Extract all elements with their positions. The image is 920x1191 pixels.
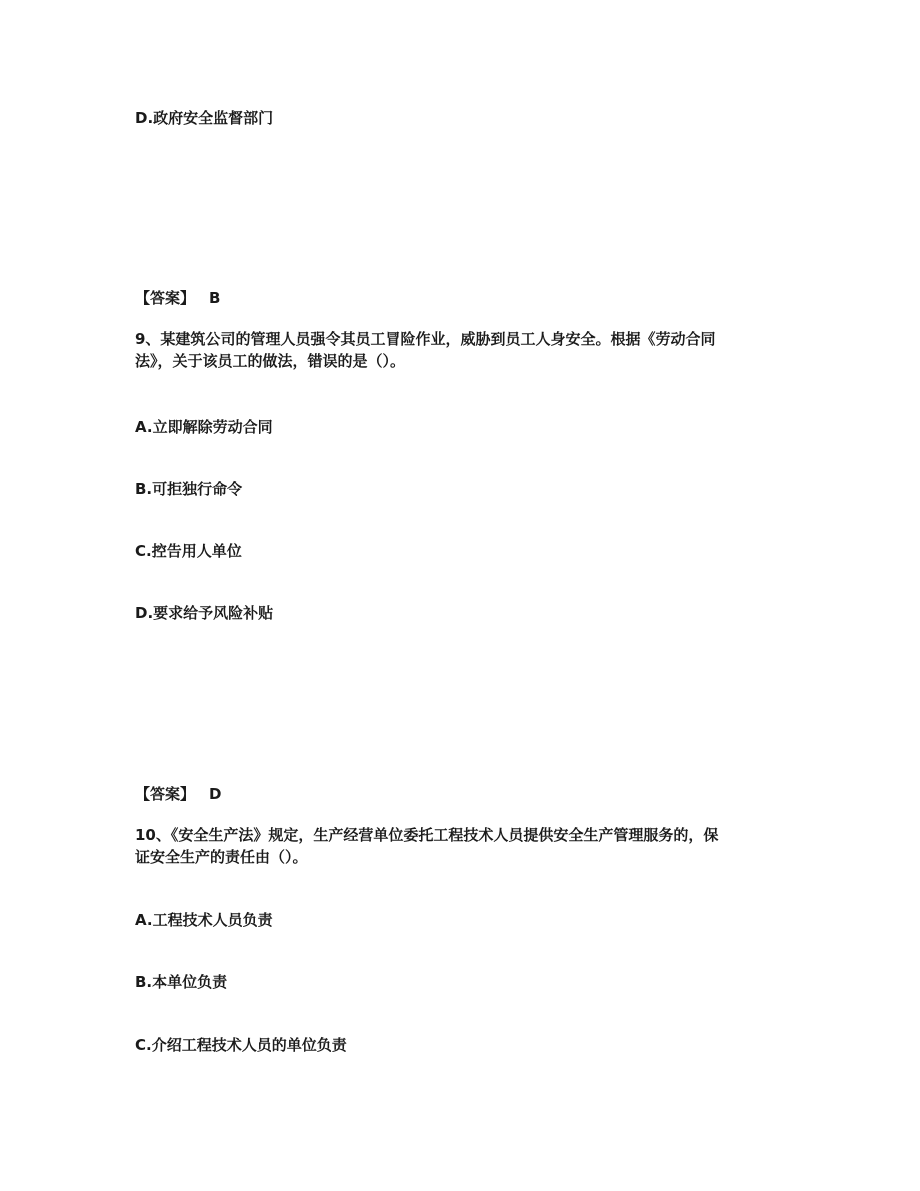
answer-letter: D (209, 785, 222, 803)
question-10-line-2: 证安全生产的责任由（）。 (135, 848, 308, 866)
question-9-option-a: A.立即解除劳动合同 (135, 418, 273, 436)
question-9-option-d: D.要求给予风险补贴 (135, 604, 274, 622)
question-10 (135, 824, 785, 868)
answer-letter: B (209, 289, 221, 307)
question-10-option-c: C.介绍工程技术人员的单位负责 (135, 1036, 347, 1054)
question-10-line-1: 10、《安全生产法》规定，生产经营单位委托工程技术人员提供安全生产管理服务的，保 (135, 826, 719, 844)
question-9-line-1: 9、某建筑公司的管理人员强令其员工冒险作业，威胁到员工人身安全。根据《劳动合同 (135, 330, 716, 348)
answer-label: 【答案】 (135, 289, 196, 307)
answer-line-2 (135, 783, 221, 805)
question-9 (135, 328, 785, 372)
answer-line-1 (135, 287, 220, 309)
question-9-option-c: C.控告用人单位 (135, 542, 242, 560)
previous-option-d: D.政府安全监督部门 (135, 109, 274, 127)
answer-label: 【答案】 (135, 785, 196, 803)
question-9-line-2: 法》，关于该员工的做法，错误的是（）。 (135, 352, 406, 370)
question-10-option-b: B.本单位负责 (135, 973, 228, 991)
question-9-option-b: B.可拒独行命令 (135, 480, 243, 498)
question-10-option-a: A.工程技术人员负责 (135, 911, 273, 929)
